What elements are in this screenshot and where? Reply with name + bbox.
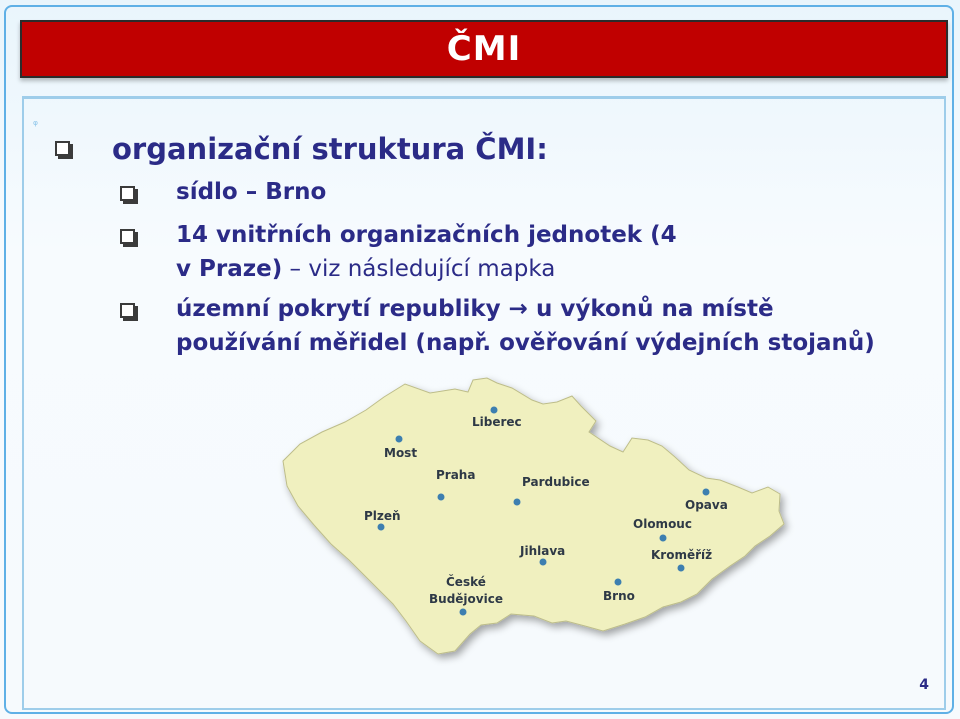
city-label-plzen: Plzeň xyxy=(364,509,401,523)
stray-mark: ᵩ xyxy=(33,114,38,128)
slide-title: ČMI xyxy=(446,29,522,69)
city-dot-plzen xyxy=(378,524,385,531)
city-label-pardubice: Pardubice xyxy=(522,475,590,489)
city-dot-olomouc xyxy=(660,535,667,542)
sub-bullet-coverage-line2: používání měřidel (např. ověřování výdejních stojanů) xyxy=(176,330,875,356)
city-label-liberec: Liberec xyxy=(472,415,522,429)
city-dot-ceske-budejovice xyxy=(460,609,467,616)
city-label-opava: Opava xyxy=(685,498,728,512)
city-label-budejovice: Budějovice xyxy=(429,592,503,606)
sub-bullet-sidlo: sídlo – Brno xyxy=(176,179,327,205)
city-dot-most xyxy=(396,436,403,443)
sub-bullet-units-normal: – viz následující mapka xyxy=(282,256,556,282)
sub-bullet-units-bold: v Praze) xyxy=(176,256,283,282)
city-dot-jihlava xyxy=(540,559,547,566)
city-dot-kromeriz xyxy=(678,565,685,572)
city-dot-praha xyxy=(438,494,445,501)
city-dot-brno xyxy=(615,579,622,586)
city-label-praha: Praha xyxy=(436,468,476,482)
city-label-ceske: České xyxy=(446,575,486,589)
city-dot-opava xyxy=(703,489,710,496)
czech-republic-outline xyxy=(283,378,784,654)
city-label-most: Most xyxy=(384,446,418,460)
page-number: 4 xyxy=(919,677,929,693)
city-dot-pardubice xyxy=(514,499,521,506)
city-label-kromeriz: Kroměříž xyxy=(651,548,713,562)
city-label-brno: Brno xyxy=(603,589,635,603)
main-bullet-text: organizační struktura ČMI: xyxy=(112,132,548,166)
sub-bullet-units-line1: 14 vnitřních organizačních jednotek (4 xyxy=(176,222,677,248)
city-label-olomouc: Olomouc xyxy=(633,517,692,531)
city-label-jihlava: Jihlava xyxy=(520,544,566,558)
city-dot-liberec xyxy=(491,407,498,414)
sub-bullet-coverage-line1: územní pokrytí republiky → u výkonů na místě xyxy=(176,296,774,322)
